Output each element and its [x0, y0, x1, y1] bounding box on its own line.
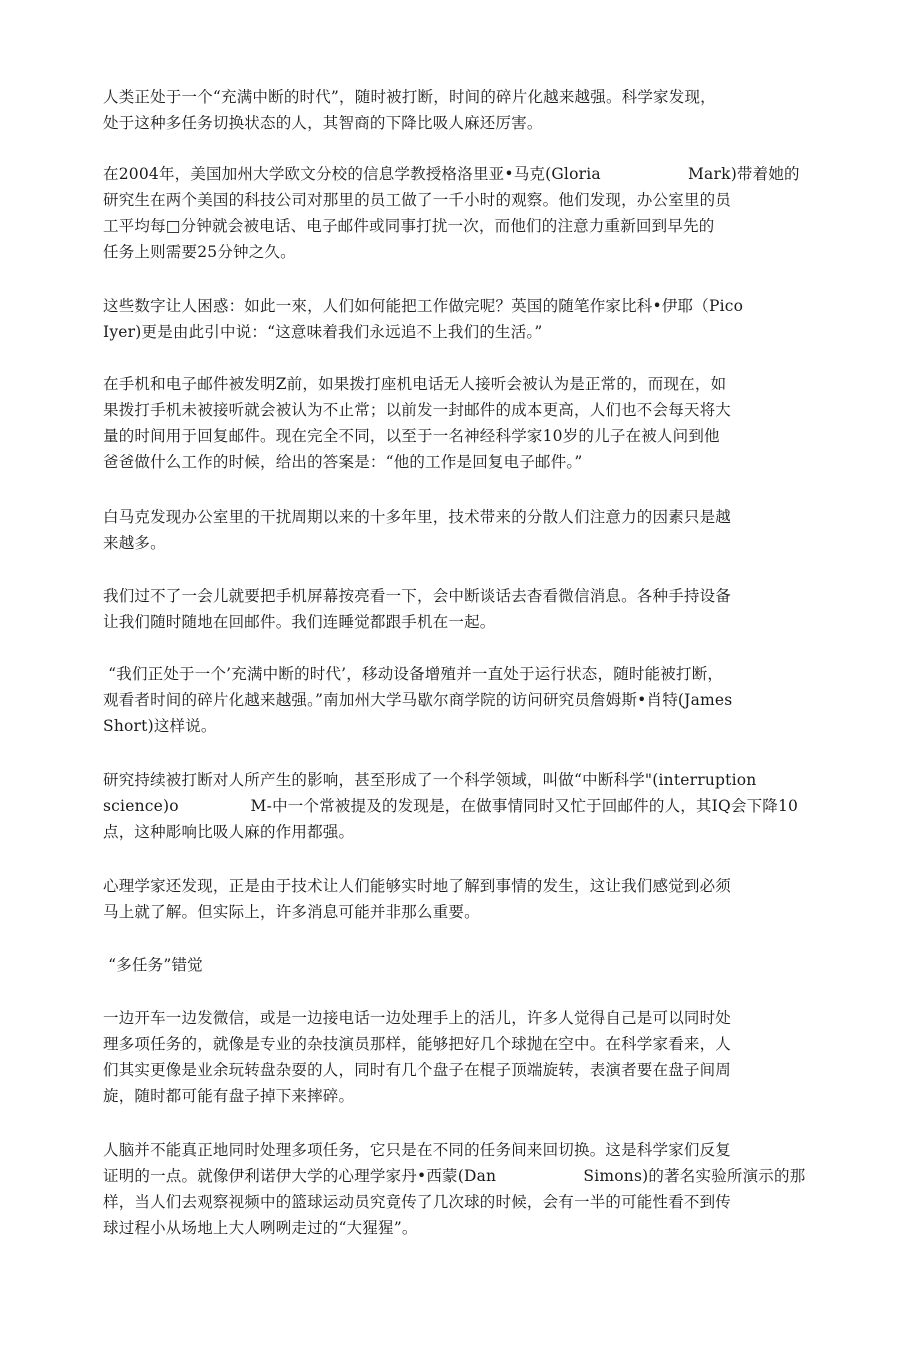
text-line: “我们正处于一个’充满中断的时代’，移动设备增殖并一直处于运行状态，随时能被打断， [103, 665, 724, 683]
paragraph [103, 293, 823, 345]
text-line: 我们过不了一会儿就要把手机屏幕按亮看一下，会中断谈话去杳看微信消息。各种手持设备 [103, 587, 732, 605]
text-line: 人脑并不能真正地同时处理多项任务，它只是在不同的任务间来回切换。这是科学家们反复 [103, 1141, 732, 1159]
paragraph [103, 1137, 823, 1241]
text-line: 心理学家还发现，正是由于技术让人们能够实时地了解到事情的发生，这让我们感觉到必须 [103, 877, 732, 895]
text-line: Short)这样说。 [103, 717, 217, 735]
text-line: 一边开车一边发微信，或是一边接电话一边处理手上的活儿，许多人觉得自己是可以同时处 [103, 1009, 732, 1027]
text-line: 研究生在两个美国的科技公司对那里的员工做了一千小时的观察。他们发现，办公室里的员 [103, 191, 732, 209]
paragraph [103, 583, 823, 635]
text-line: “多任务”错觉 [103, 956, 203, 974]
paragraph [103, 504, 823, 556]
text-line: 人类正处于一个“充满中断的时代”，随时被打断，时间的碎片化越来越强。科学家发现， [103, 88, 716, 106]
text-line: Iyer)更是由此引中说：“这意味着我们永远追不上我们的生活。” [103, 323, 543, 341]
text-line: 果拨打手机未被接听就会被认为不止常；以前发一封邮件的成本更高，人们也不会每天将大 [103, 401, 732, 419]
text-line: 在2004年，美国加州大学欧文分校的信息学教授格洛里亚•马克(Gloria Mark)带着她的 [103, 165, 800, 183]
text-line: 点，这种彫响比吸人麻的作用都强。 [103, 823, 355, 841]
text-line: 观看者时间的碎片化越来越强。”南加州大学马歇尔商学院的访问研究员詹姆斯•肖特(James [103, 691, 733, 709]
paragraph [103, 661, 823, 739]
text-line: 工平均每□分钟就会被电话、电子邮件或同事打扰一次，而他们的注意力重新回到早先的 [103, 217, 715, 235]
text-line: 来越多。 [103, 534, 166, 552]
text-line: 证明的一点。就像伊利诺伊大学的心理学家丹•西蒙(Dan Simons)的著名实验所演示的那 [103, 1167, 806, 1185]
text-line: 爸爸做什么工作的时候，给出的答案是：“他的工作是回复电子邮件。” [103, 453, 583, 471]
text-line: 旋，随时都可能有盘子掉下来摔碎。 [103, 1087, 355, 1105]
text-line: science)o M-中一个常被提及的发现是，在做事情同时又忙于回邮件的人，其IQ会下降10 [103, 797, 799, 815]
text-line: 们其实更像是业余玩转盘杂耍的人，同时有几个盘子在棍子顶端旋转，表演者要在盘子间周 [103, 1061, 732, 1079]
text-line: 这些数字让人困惑：如此一來，人们如何能把工作做完呢？英国的随笔作家比科•伊耶（Pico [103, 297, 744, 315]
text-line: 白马克发现办公室里的干扰周期以来的十多年里，技术带来的分散人们注意力的因素只是越 [103, 508, 732, 526]
text-line: 样，当人们去观察视频中的篮球运动员究竟传了几次球的时候，会有一半的可能性看不到传 [103, 1193, 732, 1211]
text-line: 处于这种多任务切换状态的人，其智商的下降比吸人麻还厉害。 [103, 114, 543, 132]
text-line: 任务上则需要25分钟之久。 [103, 243, 296, 261]
text-line: 在手机和电子邮件被发明Z前，如果拨打座机电话无人接听会被认为是正常的，而现在，如 [103, 375, 727, 393]
paragraph [103, 161, 823, 265]
text-line: 球过程小从场地上大人咧咧走过的“大猩猩”。 [103, 1219, 418, 1237]
text-line: 马上就了解。但实际上，许多消息可能并非那么重要。 [103, 903, 480, 921]
paragraph [103, 371, 823, 475]
section-heading [103, 952, 823, 978]
paragraph [103, 767, 823, 845]
text-line: 理多项任务的，就像是专业的杂技演员那样，能够把好几个球抛在空中。在科学家看来，人 [103, 1035, 732, 1053]
text-line: 让我们随时随地在回邮件。我们连睡觉都跟手机在一起。 [103, 613, 496, 631]
paragraph [103, 1005, 823, 1109]
paragraph [103, 873, 823, 925]
paragraph [103, 84, 823, 136]
text-line: 研究持续被打断对人所产生的影响，甚至形成了一个科学领域，叫做“中断科学"(interruption [103, 771, 757, 789]
text-line: 量的时间用于回复邮件。现在完全不同，以至于一名神经科学家10岁的儿子在被人问到他 [103, 427, 720, 445]
